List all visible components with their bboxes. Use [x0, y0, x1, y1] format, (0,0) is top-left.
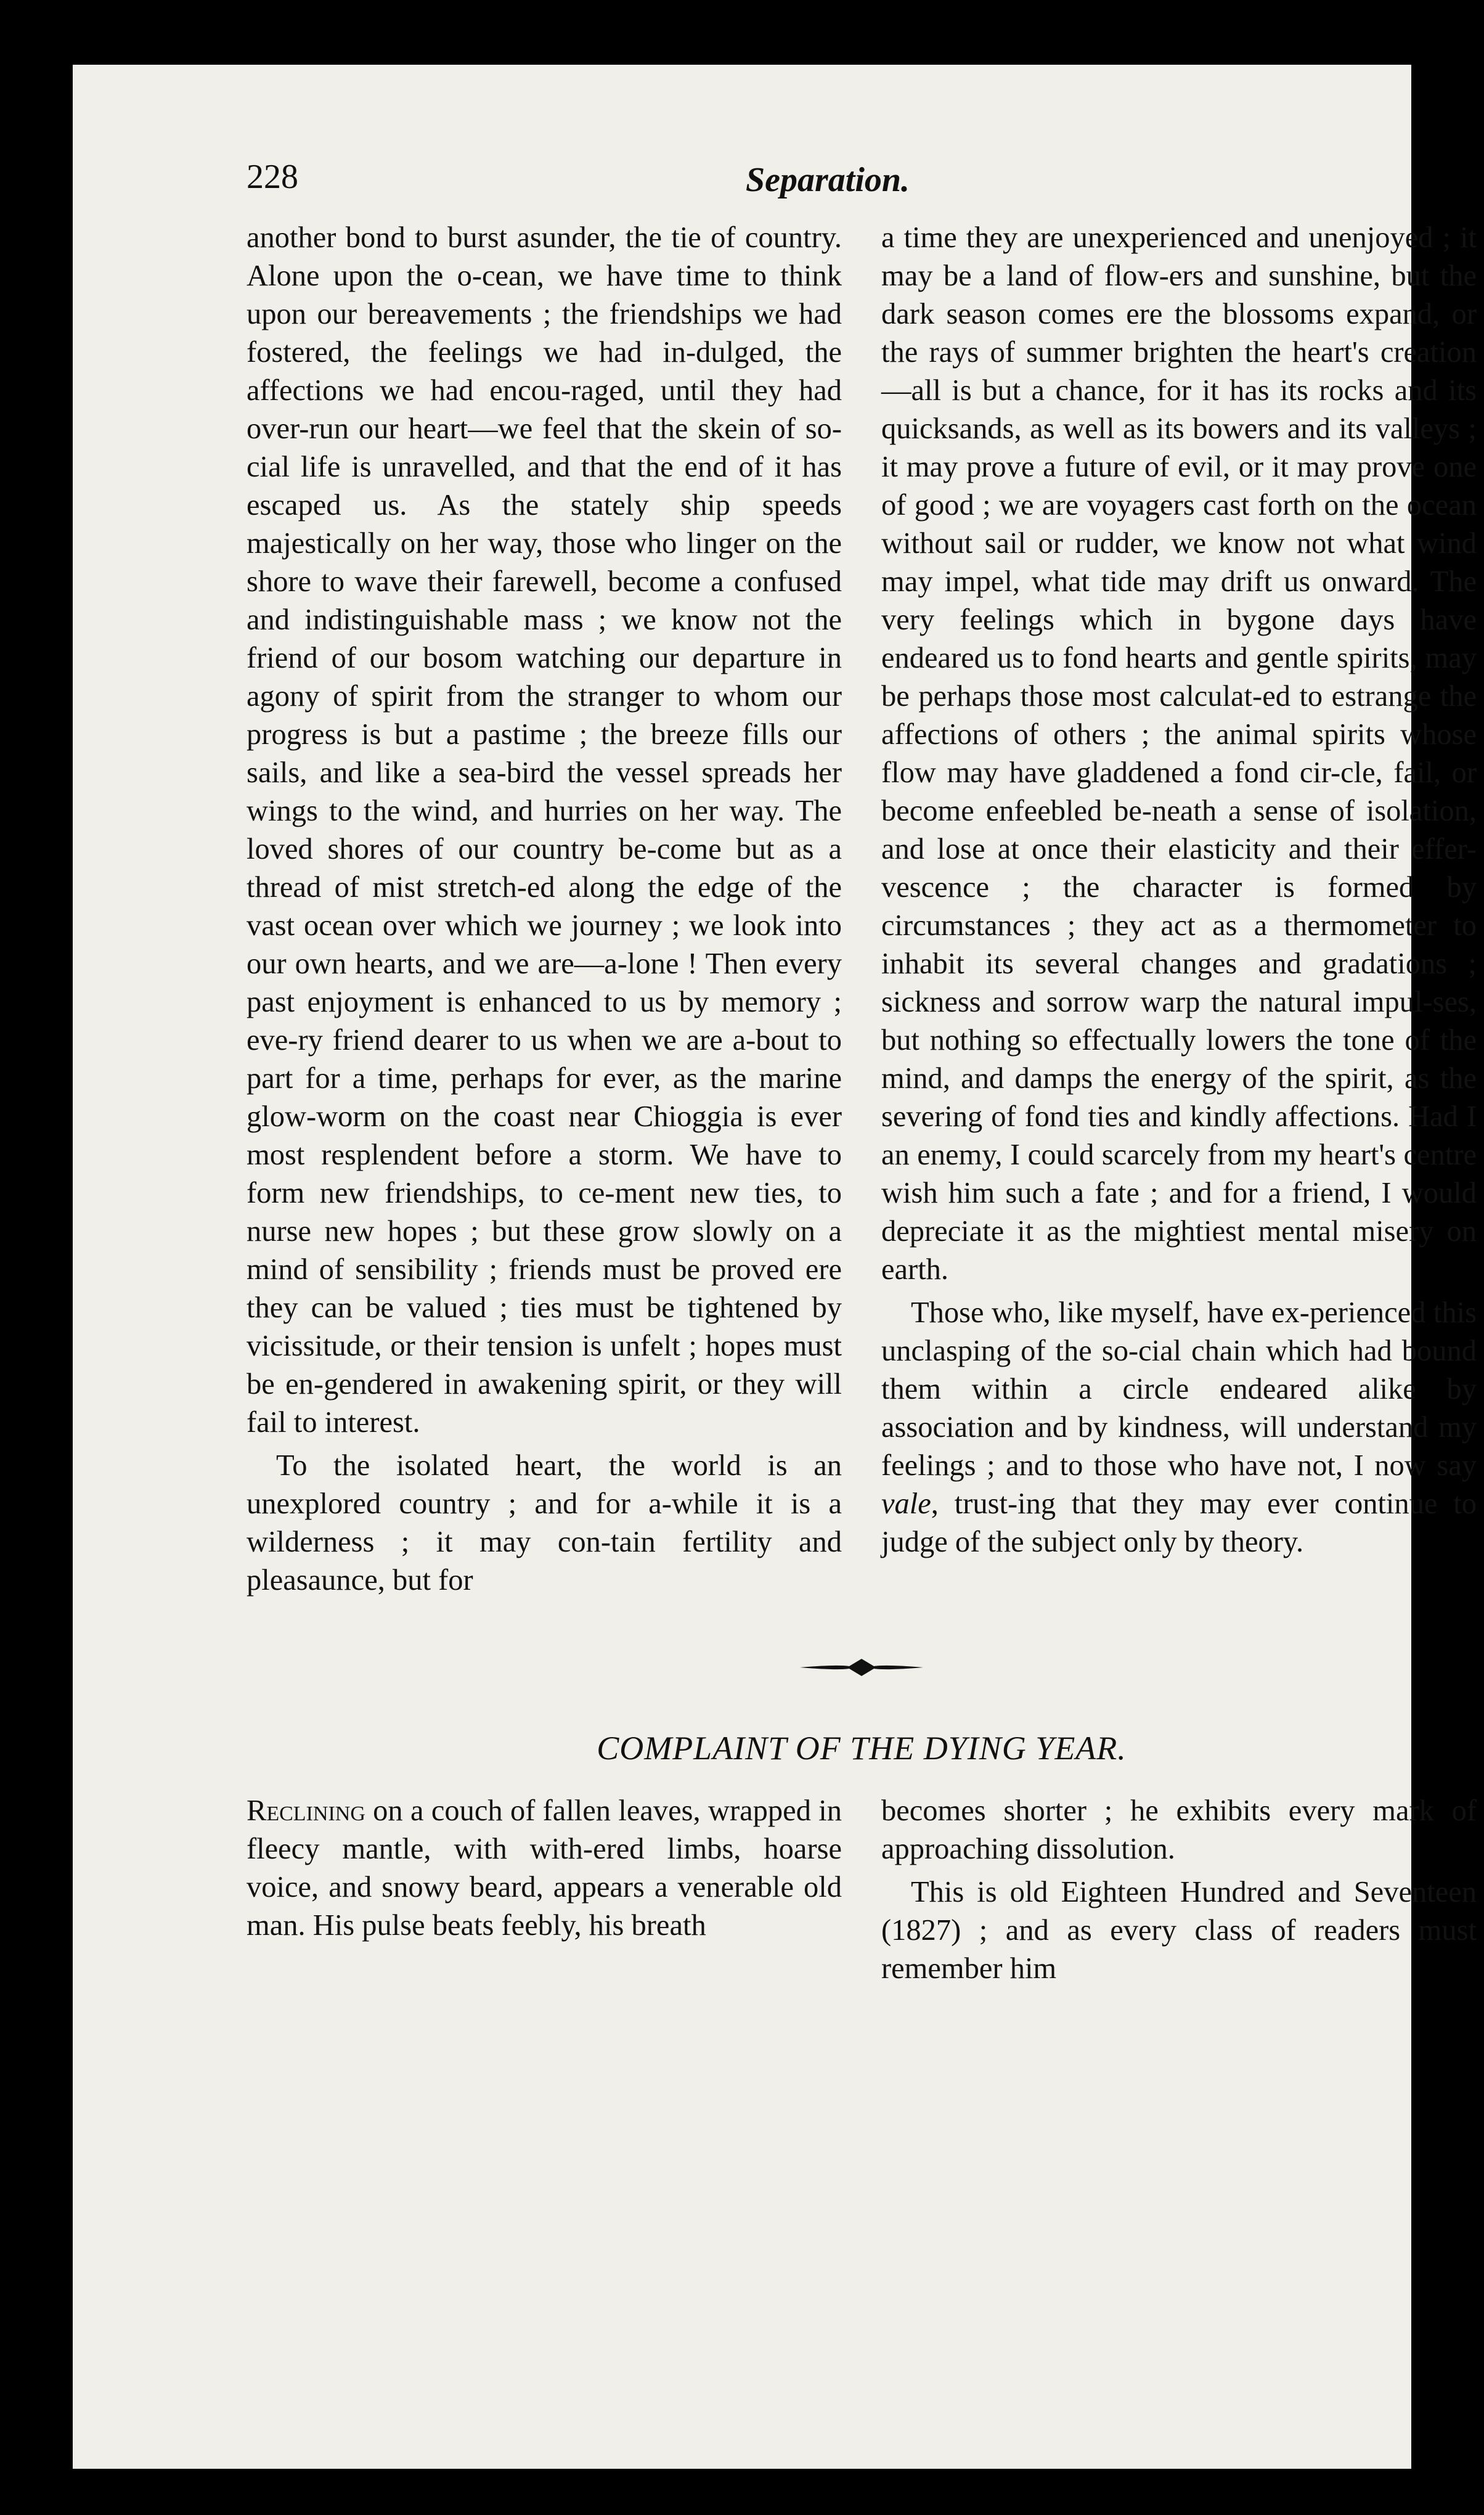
- article-two-right-column: [881, 1792, 1477, 1988]
- divider-ornament-icon: [800, 1655, 923, 1680]
- article-two-right-paragraph-1: becomes shorter ; he exhibits every mark of approaching dissolution.: [881, 1794, 1477, 1865]
- article-two-title: COMPLAINT OF THE DYING YEAR.: [597, 1730, 1127, 1767]
- right-paragraph-2-start: Those who, like myself, have ex-perienced this unclasping of the so-cial chain which had bound them within a circle endeared alike by association and by kindness, will understand my feelings ; and to those who have not, I now say: [881, 1296, 1477, 1482]
- running-title: Separation.: [746, 161, 910, 199]
- article-one-columns: [247, 219, 1477, 1600]
- article-two-left-paragraph: [247, 1792, 842, 1945]
- article-two-left-column: [247, 1792, 842, 1988]
- right-column: [881, 219, 1477, 1600]
- right-paragraph-2-end: , trust-ing that they may ever continue to judge of the subject only by theory.: [881, 1487, 1477, 1558]
- article-two-right-paragraph-2: This is old Eighteen Hundred and Seventeen (1827) ; and as every class of readers must remember him: [881, 1876, 1477, 1985]
- right-paragraph-1: a time they are unexperienced and unenjoyed ; it may be a land of flow-ers and sunshine, but the dark season comes ere the blossoms expand, or the rays of summer brighten the heart's creation—all is but a chance, for it has its rocks and its quicksands, as well as its bowers and its valleys ; it may prove a future of evil, or it may prove one of good ; we are voyagers cast forth on the ocean without sail or rudder, we know not what wind may impel, what tide may drift us onward. The very feelings which in bygone days have endeared us to fond hearts and gentle spirits, may be perhaps those most calculat-ed to estrange the affections of others ; the animal spirits whose flow may have gladdened a fond cir-cle, fail, or become enfeebled be-neath a sense of isolation, and lose at once their elasticity and their effer-vescence ; the character is formed by circumstances ; they act as a thermometer to inhabit its several changes and gradations ; sickness and sorrow warp the natural impul-ses, but nothing so effectually lowers the tone of the mind, and damps the energy of the spirit, as the severing of fond ties and kindly affections. Had I an enemy, I could scarcely from my heart's centre wish him such a fate ; and for a friend, I would depreciate it as the mightiest mental misery on earth.: [881, 221, 1477, 1286]
- drop-lead-word: Reclining: [247, 1794, 365, 1827]
- page-number: 228: [247, 158, 298, 196]
- book-page: [73, 65, 1477, 2469]
- left-column: [247, 219, 842, 1600]
- section-divider-ornament: [247, 1655, 1477, 1680]
- vale-word: vale: [881, 1487, 931, 1520]
- article-two-columns: [247, 1792, 1477, 1988]
- right-paragraph-2: [881, 1294, 1477, 1561]
- left-paragraph-2: To the isolated heart, the world is an unexplored country ; and for a-while it is a wilderness ; it may con-tain fertility and pleasaunce, but for: [247, 1449, 842, 1597]
- page-content: [247, 139, 1477, 1988]
- running-head: [247, 139, 1477, 207]
- left-paragraph-1: another bond to burst asunder, the tie of country. Alone upon the o-cean, we have time to think upon our bereavements ; the friendships we had fostered, the feelings we had in-dulged, the affections we had encou-raged, until they had over-run our heart—we feel that the skein of so-cial life is unravelled, and that the end of it has escaped us. As the stately ship speeds majestically on her way, those who linger on the shore to wave their farewell, become a confused and indistinguishable mass ; we know not the friend of our bosom watching our departure in agony of spirit from the stranger to whom our progress is but a pastime ; the breeze fills our sails, and like a sea-bird the vessel spreads her wings to the wind, and hurries on her way. The loved shores of our country be-come but as a thread of mist stretch-ed along the edge of the vast ocean over which we journey ; we look into our own hearts, and we are—a-lone ! Then every past enjoyment is enhanced to us by memory ; eve-ry friend dearer to us when we are a-bout to part for a time, perhaps for ever, as the marine glow-worm on the coast near Chioggia is ever most resplendent before a storm. We have to form new friendships, to ce-ment new ties, to nurse new hopes ; but these grow slowly on a mind of sensibility ; friends must be proved ere they can be valued ; ties must be tightened by vicissitude, or their tension is unfelt ; hopes must be en-gendered in awakening spirit, or they will fail to interest.: [247, 221, 842, 1439]
- article-two-left-text: on a couch of fallen leaves, wrapped in fleecy mantle, with with-ered limbs, hoarse voice, and snowy beard, appears a venerable old man. His pulse beats feebly, his breath: [247, 1794, 842, 1942]
